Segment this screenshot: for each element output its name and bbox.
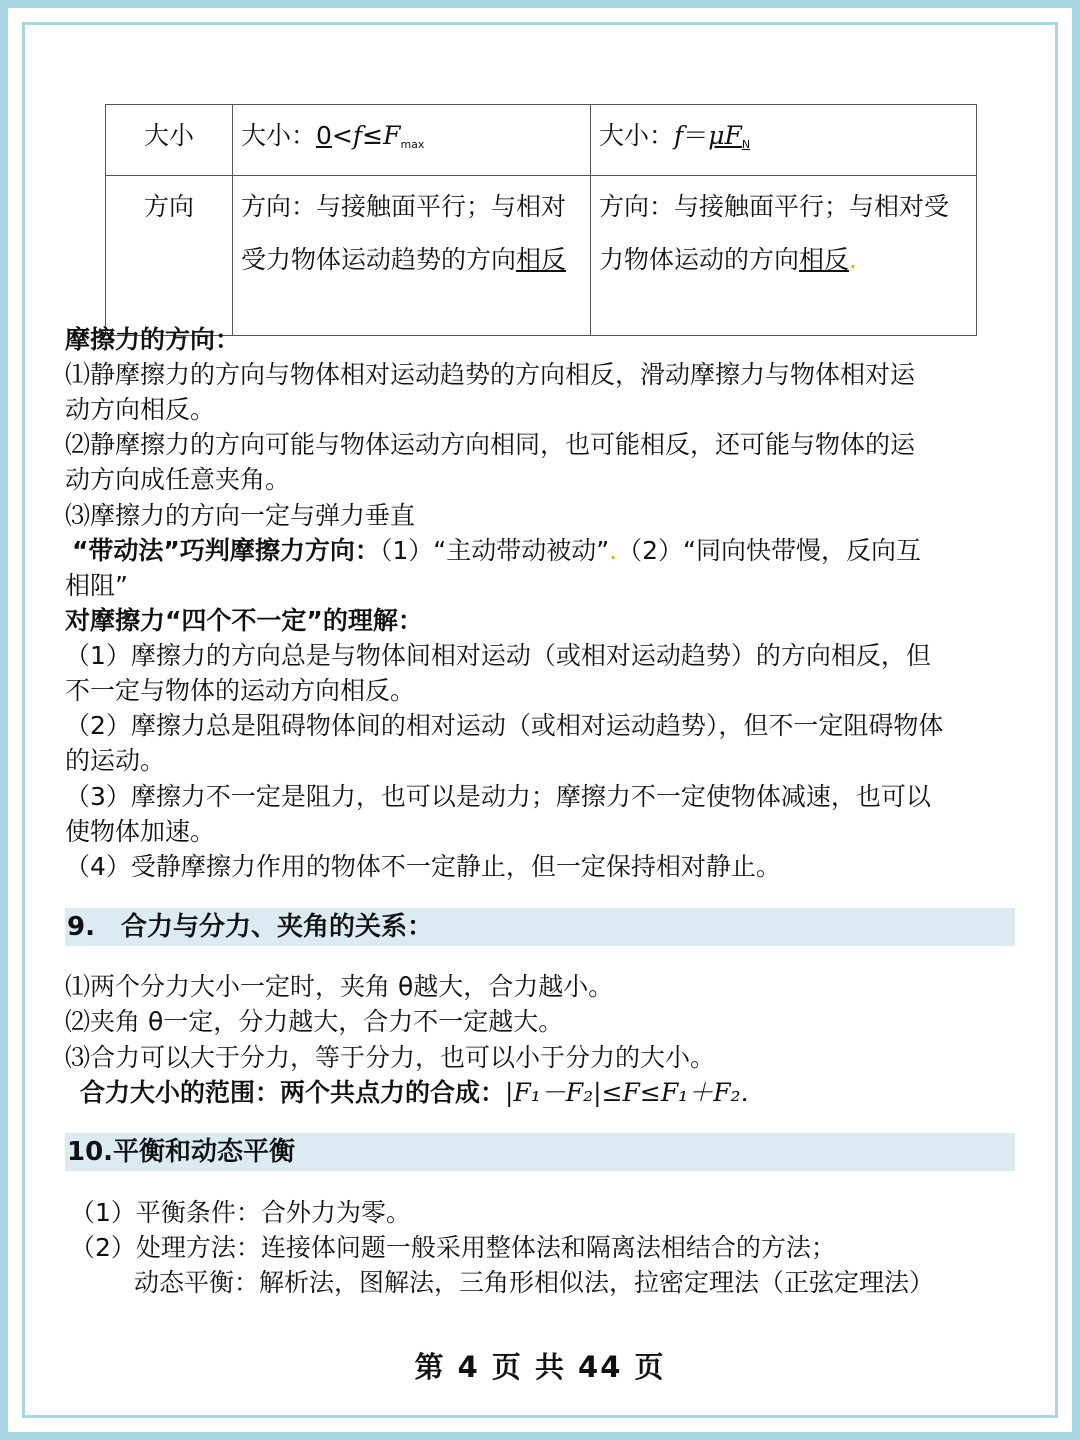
sliding-magnitude-prefix: 大小： <box>599 121 675 150</box>
section10-line: 动态平衡：解析法，图解法，三角形相似法，拉密定理法（正弦定理法） <box>134 1268 935 1297</box>
table-row-direction <box>106 176 977 336</box>
friction-direction-title: 摩擦力的方向： <box>65 325 241 354</box>
friction-comparison-table <box>105 104 977 336</box>
static-direction-text: 方向：与接触面平行；与相对受力物体运动趋势的方向 <box>241 192 567 274</box>
formula-f-sliding: f <box>674 121 684 150</box>
friction-direction-line: ⑶摩擦力的方向一定与弹力垂直 <box>65 501 416 530</box>
formula-mu: μ <box>708 121 725 150</box>
section10-line: （2）处理方法：连接体问题一般采用整体法和隔离法相结合的方法； <box>70 1233 836 1262</box>
formula-lt: < <box>331 121 353 150</box>
section9-line: ⑴两个分力大小一定时，夹角 θ越大，合力越小。 <box>65 972 614 1001</box>
section9-range-line <box>80 1075 749 1110</box>
section10-line: （1）平衡条件：合外力为零。 <box>70 1198 411 1227</box>
formula-zero: 0 <box>316 121 332 150</box>
static-direction-underlined: 相反 <box>516 245 567 274</box>
sliding-magnitude-cell <box>591 105 977 176</box>
four-uncertain-line: （3）摩擦力不一定是阻力，也可以是动力；摩擦力不一定使物体减速，也可以 <box>65 782 931 811</box>
range-formula: |F₁－F₂|≤F≤F₁＋F₂. <box>505 1078 749 1107</box>
drive-method-line-cont: 相阻” <box>65 571 128 600</box>
four-uncertain-line: 使物体加速。 <box>65 817 216 846</box>
four-uncertain-line: 的运动。 <box>65 746 166 775</box>
four-uncertain-line: 不一定与物体的运动方向相反。 <box>65 676 416 705</box>
formula-le: ≤ <box>362 121 384 150</box>
formula-sub-N: N <box>741 138 751 151</box>
static-magnitude-cell <box>233 105 591 176</box>
row-head-magnitude: 大小 <box>106 105 233 176</box>
friction-direction-line: 动方向相反。 <box>65 395 216 424</box>
four-uncertain-line: （4）受静摩擦力作用的物体不一定静止，但一定保持相对静止。 <box>65 852 781 881</box>
formula-F: F <box>383 121 401 150</box>
drive-method-rule1: （1）“主动带动被动” <box>379 536 610 565</box>
friction-direction-line: ⑴静摩擦力的方向与物体相对运动趋势的方向相反，滑动摩擦力与物体相对运 <box>65 360 916 389</box>
section9-line: ⑶合力可以大于分力，等于分力，也可以小于分力的大小。 <box>65 1043 716 1072</box>
drive-method-line: “带动法”巧判摩擦力方向：（1）“主动带动被动”.（2）“同向快带慢，反向互 <box>72 536 921 565</box>
drive-method-title: “带动法”巧判摩擦力方向： <box>72 536 380 565</box>
four-uncertain-title: 对摩擦力“四个不一定”的理解： <box>65 606 423 635</box>
formula-sub-max: max <box>400 138 425 151</box>
drive-method-rule2: （2）“同向快带慢，反向互 <box>617 536 921 565</box>
section9-title: 9. 合力与分力、夹角的关系： <box>67 912 433 942</box>
table-row-magnitude <box>106 105 977 176</box>
sliding-direction-text: 方向：与接触面平行；与相对受力物体运动的方向 <box>599 192 950 274</box>
friction-direction-line: 动方向成任意夹角。 <box>65 465 291 494</box>
static-direction-cell <box>233 176 591 336</box>
sliding-direction-cell: 方向：与接触面平行；与相对受力物体运动的方向相反. <box>591 176 977 336</box>
formula-FN: F <box>724 121 742 150</box>
four-uncertain-line: （1）摩擦力的方向总是与物体间相对运动（或相对运动趋势）的方向相反，但 <box>65 641 931 670</box>
section10-title: 10.平衡和动态平衡 <box>67 1137 296 1167</box>
section10-heading-band <box>65 1133 1015 1171</box>
sliding-direction-underlined: 相反 <box>799 245 850 274</box>
section9-heading-band <box>65 908 1015 946</box>
formula-eq: ＝ <box>683 121 709 150</box>
static-magnitude-prefix: 大小： <box>241 121 317 150</box>
page-number-footer: 第 4 页 共 44 页 <box>414 1350 666 1384</box>
formula-f: f <box>352 121 363 150</box>
row-head-direction: 方向 <box>106 176 233 336</box>
friction-direction-line: ⑵静摩擦力的方向可能与物体运动方向相同，也可能相反，还可能与物体的运 <box>65 430 916 459</box>
four-uncertain-line: （2）摩擦力总是阻碍物体间的相对运动（或相对运动趋势），但不一定阻碍物体 <box>65 711 944 740</box>
range-prefix: 合力大小的范围：两个共点力的合成： <box>80 1078 506 1107</box>
section9-line: ⑵夹角 θ一定，分力越大，合力不一定越大。 <box>65 1007 564 1036</box>
